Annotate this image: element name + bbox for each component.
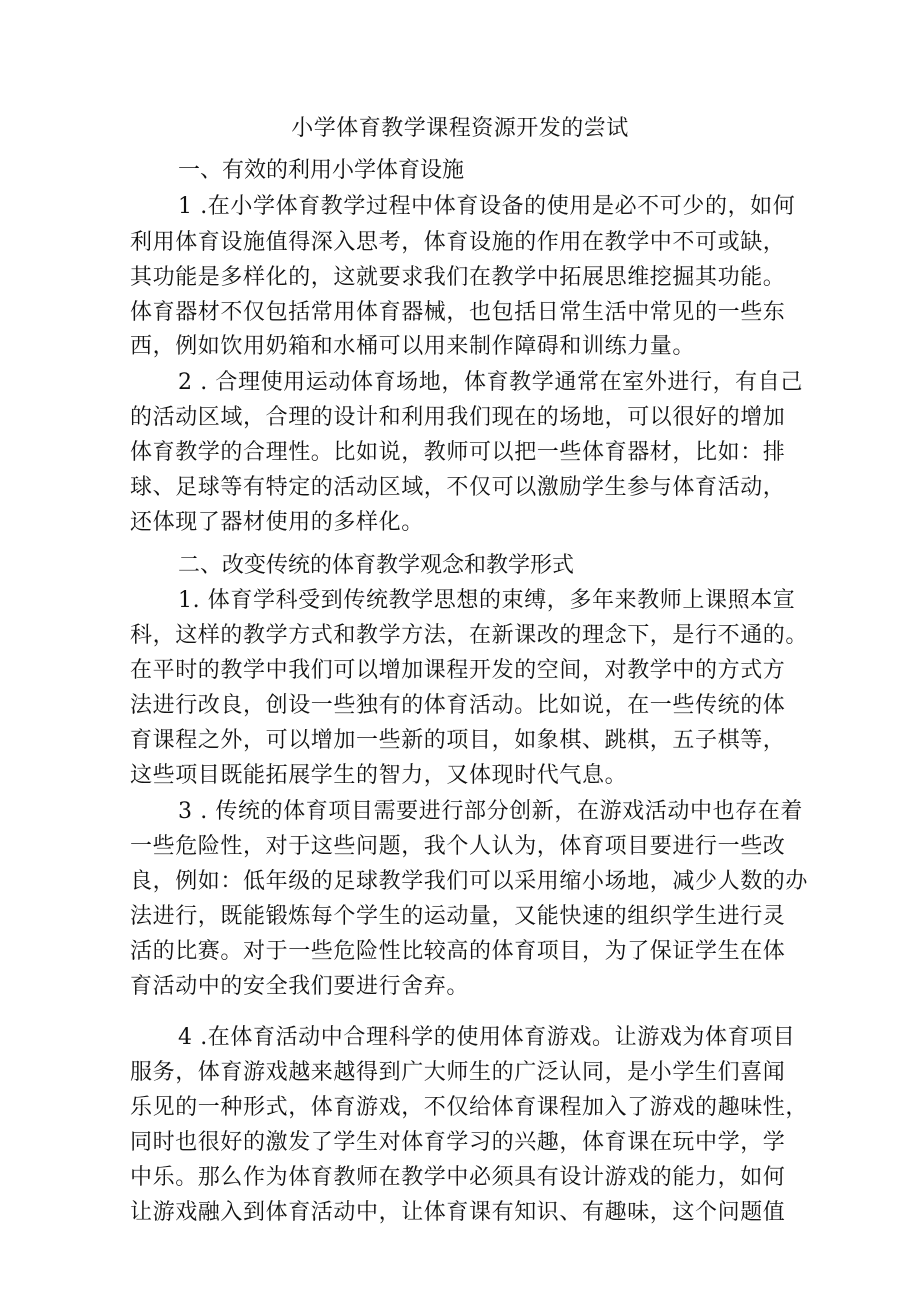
- section-2-heading: 二、改变传统的体育教学观念和教学形式: [178, 553, 575, 578]
- paragraph-line: 其功能是多样化的，这就要求我们在教学中拓展思维挖掘其功能。: [130, 265, 786, 290]
- paragraph-line: 2 . 合理使用运动体育场地，体育教学通常在室外进行，有自己: [178, 370, 803, 395]
- paragraph-line: 3 . 传统的体育项目需要进行部分创新，在游戏活动中也存在着: [178, 799, 803, 824]
- paragraph-line: 科，这样的教学方式和教学方法，在新课改的理念下，是行不通的。: [130, 623, 809, 648]
- paragraph-line: 活的比赛。对于一些危险性比较高的体育项目，为了保证学生在体: [130, 939, 786, 964]
- paragraph-line: 在平时的教学中我们可以增加课程开发的空间，对教学中的方式方: [130, 658, 786, 683]
- paragraph-line: 法进行改良，创设一些独有的体育活动。比如说，在一些传统的体: [130, 693, 786, 718]
- paragraph-line: 良，例如：低年级的足球教学我们可以采用缩小场地，减少人数的办: [130, 869, 809, 894]
- section-1-heading: 一、有效的利用小学体育设施: [178, 158, 465, 183]
- paragraph-line: 的活动区域，合理的设计和利用我们现在的场地，可以很好的增加: [130, 405, 786, 430]
- paragraph-line: 4 .在体育活动中合理科学的使用体育游戏。让游戏为体育项目: [178, 1025, 796, 1050]
- paragraph-line: 中乐。那么作为体育教师在教学中必须具有设计游戏的能力，如何: [130, 1165, 786, 1190]
- paragraph-line: 法进行，既能锻炼每个学生的运动量，又能快速的组织学生进行灵: [130, 904, 786, 929]
- paragraph-line: 1 .在小学体育教学过程中体育设备的使用是必不可少的，如何: [178, 194, 796, 219]
- paragraph-line: 育活动中的安全我们要进行舍弃。: [130, 974, 470, 999]
- paragraph-line: 服务，体育游戏越来越得到广大师生的广泛认同，是小学生们喜闻: [130, 1060, 786, 1085]
- paragraph-line: 同时也很好的激发了学生对体育学习的兴趣，体育课在玩中学，学: [130, 1130, 786, 1155]
- paragraph-line: 还体现了器材使用的多样化。: [130, 510, 424, 535]
- paragraph-line: 利用体育设施值得深入思考，体育设施的作用在教学中不可或缺，: [130, 230, 786, 255]
- paragraph-line: 球、足球等有特定的活动区域，不仅可以激励学生参与体育活动，: [130, 475, 786, 500]
- paragraph-line: 体育教学的合理性。比如说，教师可以把一些体育器材，比如：排: [130, 440, 786, 465]
- document-title: 小学体育教学课程资源开发的尝试: [291, 116, 629, 141]
- paragraph-line: 一些危险性，对于这些问题，我个人认为，体育项目要进行一些改: [130, 834, 786, 859]
- paragraph-line: 体育器材不仅包括常用体育器械，也包括日常生活中常见的一些东: [130, 300, 786, 325]
- paragraph-line: 西，例如饮用奶箱和水桶可以用来制作障碍和训练力量。: [130, 334, 696, 359]
- paragraph-line: 1. 体育学科受到传统教学思想的束缚，多年来教师上课照本宣: [178, 588, 796, 613]
- paragraph-line: 育课程之外，可以增加一些新的项目，如象棋、跳棋，五子棋等，: [130, 728, 786, 753]
- paragraph-line: 让游戏融入到体育活动中，让体育课有知识、有趣味，这个问题值: [130, 1200, 786, 1225]
- paragraph-line: 乐见的一种形式，体育游戏，不仅给体育课程加入了游戏的趣味性，: [130, 1095, 809, 1120]
- paragraph-line: 这些项目既能拓展学生的智力，又体现时代气息。: [130, 763, 628, 788]
